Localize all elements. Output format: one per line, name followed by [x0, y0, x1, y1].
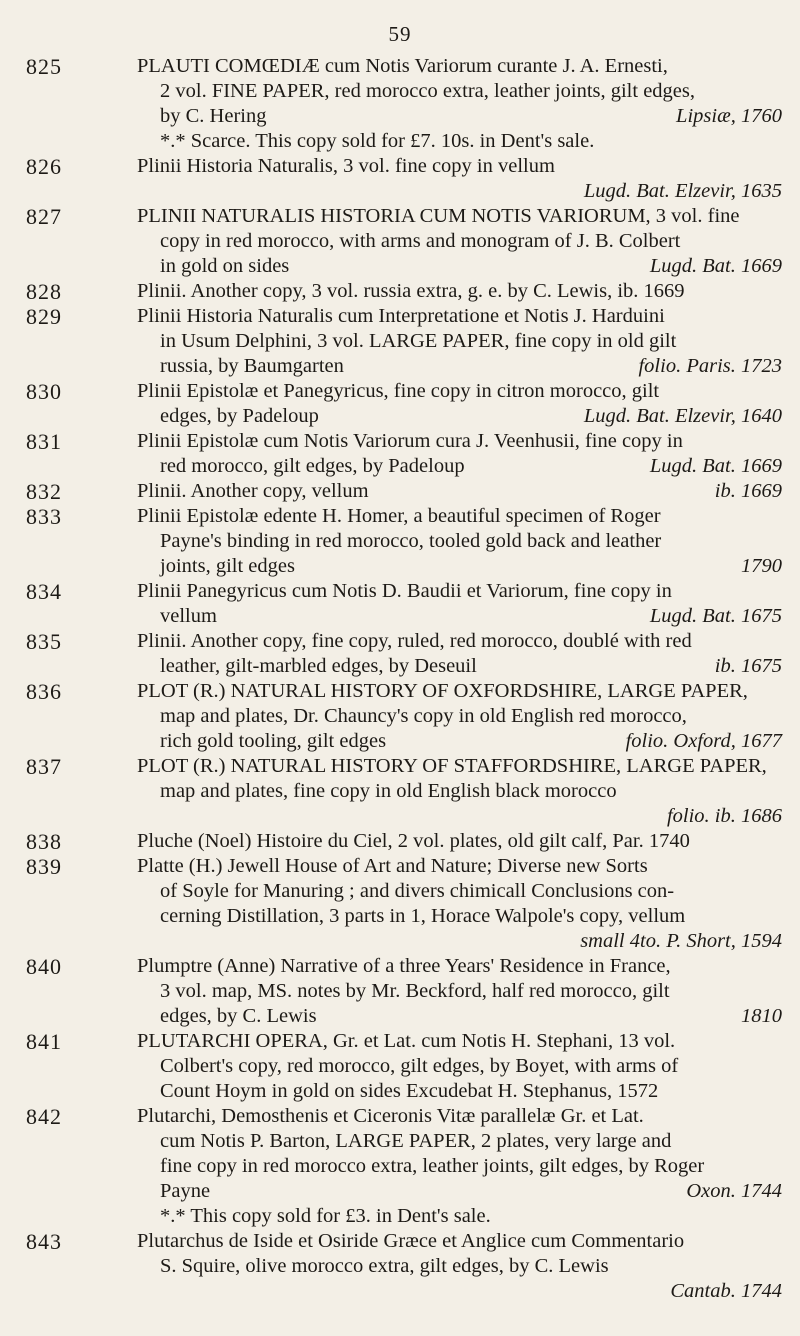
entry-line	[137, 529, 782, 554]
entry-line	[137, 1229, 782, 1254]
entry-text: Plinii. Another copy, fine copy, ruled, red morocco, doublé with red	[137, 630, 692, 652]
entry-line	[137, 454, 782, 479]
catalogue-entry	[0, 579, 800, 629]
entry-line	[137, 929, 782, 954]
imprint-text: Oxon. 1744	[686, 1180, 782, 1202]
lot-number: 826	[26, 154, 62, 179]
lot-number: 841	[26, 1029, 62, 1054]
entry-line	[137, 654, 782, 679]
entry-text: Plinii Epistolæ edente H. Homer, a beautiful specimen of Roger	[137, 505, 661, 527]
catalogue-entry	[0, 379, 800, 429]
entry-line	[137, 404, 782, 429]
entry-description	[137, 504, 782, 579]
imprint-text: small 4to. P. Short, 1594	[580, 930, 782, 952]
entry-text: *.* Scarce. This copy sold for £7. 10s. in Dent's sale.	[160, 130, 595, 152]
entry-line	[137, 954, 782, 979]
entry-text: Count Hoym in gold on sides Excudebat H. Stephanus, 1572	[160, 1080, 659, 1102]
entry-line	[137, 1029, 782, 1054]
entry-description	[137, 379, 782, 429]
catalogue-entry	[0, 304, 800, 379]
entry-text: vellum	[160, 605, 217, 627]
lot-number: 839	[26, 854, 62, 879]
entry-description	[137, 1104, 782, 1229]
entry-text: Plinii. Another copy, vellum	[137, 480, 369, 502]
imprint-text: Lugd. Bat. 1675	[649, 605, 782, 627]
entry-line	[137, 754, 782, 779]
entry-text: *.* This copy sold for £3. in Dent's sale.	[160, 1205, 491, 1227]
entry-text: joints, gilt edges	[160, 555, 295, 577]
entry-line	[137, 604, 782, 629]
entry-text: Colbert's copy, red morocco, gilt edges, by Boyet, with arms of	[160, 1055, 679, 1077]
entry-description	[137, 1029, 782, 1104]
catalogue-entry	[0, 279, 800, 304]
catalogue-entry	[0, 479, 800, 504]
lot-number: 829	[26, 304, 62, 329]
page-number: 59	[388, 22, 412, 46]
imprint-text: ib. 1675	[714, 655, 782, 677]
imprint-text: 1810	[741, 1005, 782, 1027]
entry-line	[137, 254, 782, 279]
catalogue-entry	[0, 629, 800, 679]
entry-line	[137, 1254, 782, 1279]
lot-number: 827	[26, 204, 62, 229]
lot-number: 834	[26, 579, 62, 604]
imprint-text: Lugd. Bat. 1669	[649, 255, 782, 277]
entry-description	[137, 304, 782, 379]
entry-line	[137, 879, 782, 904]
lot-number: 830	[26, 379, 62, 404]
entry-line	[137, 204, 782, 229]
entry-text: rich gold tooling, gilt edges	[160, 730, 387, 752]
imprint-text: Lugd. Bat. 1669	[649, 455, 782, 477]
entry-line	[137, 729, 782, 754]
entry-text: Plutarchi, Demosthenis et Ciceronis Vitæ parallelæ Gr. et Lat.	[137, 1105, 644, 1127]
entry-text: S. Squire, olive morocco extra, gilt edges, by C. Lewis	[160, 1255, 609, 1277]
lot-number: 835	[26, 629, 62, 654]
entry-text: 2 vol. FINE PAPER, red morocco extra, leather joints, gilt edges,	[160, 80, 696, 102]
entry-text: PLAUTI COMŒDIÆ cum Notis Variorum curante J. A. Ernesti,	[137, 55, 668, 77]
entry-line	[137, 854, 782, 879]
catalogue-entry	[0, 754, 800, 829]
lot-number: 840	[26, 954, 62, 979]
entry-line	[137, 704, 782, 729]
entry-line	[137, 129, 782, 154]
entry-line	[137, 554, 782, 579]
entry-text: PLINII NATURALIS HISTORIA CUM NOTIS VARIORUM, 3 vol. fine	[137, 205, 740, 227]
entry-line	[137, 154, 782, 179]
entry-line	[137, 1004, 782, 1029]
entry-text: cum Notis P. Barton, LARGE PAPER, 2 plates, very large and	[160, 1130, 672, 1152]
entry-line	[137, 179, 782, 204]
entry-description	[137, 479, 782, 504]
imprint-text: folio. ib. 1686	[666, 805, 782, 827]
entry-text: PLOT (R.) NATURAL HISTORY OF STAFFORDSHIRE, LARGE PAPER,	[137, 755, 767, 777]
entry-line	[137, 629, 782, 654]
entry-description	[137, 154, 782, 204]
lot-number: 842	[26, 1104, 62, 1129]
entry-text: Plumptre (Anne) Narrative of a three Years' Residence in France,	[137, 955, 671, 977]
imprint-text: 1790	[741, 555, 782, 577]
lot-number: 838	[26, 829, 62, 854]
entry-text: map and plates, fine copy in old English black morocco	[160, 780, 617, 802]
catalogue-entry	[0, 1229, 800, 1304]
entry-text: map and plates, Dr. Chauncy's copy in old English red morocco,	[160, 705, 687, 727]
catalogue-entry	[0, 854, 800, 954]
entry-description	[137, 579, 782, 629]
entry-description	[137, 854, 782, 954]
entry-text: Plinii Epistolæ et Panegyricus, fine copy in citron morocco, gilt	[137, 380, 660, 402]
entry-line	[137, 779, 782, 804]
entry-text: by C. Hering	[160, 105, 267, 127]
lot-number: 832	[26, 479, 62, 504]
imprint-text: Lugd. Bat. Elzevir, 1640	[583, 405, 782, 427]
entry-description	[137, 954, 782, 1029]
entry-text: Payne	[160, 1180, 211, 1202]
lot-number: 833	[26, 504, 62, 529]
catalogue-entries	[0, 54, 800, 1304]
entry-text: edges, by C. Lewis	[160, 1005, 317, 1027]
imprint-text: folio. Paris. 1723	[638, 355, 782, 377]
entry-text: Payne's binding in red morocco, tooled gold back and leather	[160, 530, 662, 552]
entry-line	[137, 329, 782, 354]
entry-description	[137, 54, 782, 154]
entry-description	[137, 204, 782, 279]
entry-text: Plinii. Another copy, 3 vol. russia extra, g. e. by C. Lewis, ib. 1669	[137, 280, 685, 302]
catalogue-entry	[0, 829, 800, 854]
entry-line	[137, 229, 782, 254]
entry-line	[137, 1279, 782, 1304]
entry-line	[137, 804, 782, 829]
catalogue-entry	[0, 1104, 800, 1229]
entry-line	[137, 1129, 782, 1154]
imprint-text: Cantab. 1744	[670, 1280, 782, 1302]
entry-line	[137, 904, 782, 929]
catalogue-entry	[0, 154, 800, 204]
entry-text: edges, by Padeloup	[160, 405, 319, 427]
entry-text: copy in red morocco, with arms and monogram of J. B. Colbert	[160, 230, 681, 252]
entry-line	[137, 679, 782, 704]
entry-text: leather, gilt-marbled edges, by Deseuil	[160, 655, 477, 677]
entry-line	[137, 54, 782, 79]
entry-line	[137, 429, 782, 454]
entry-line	[137, 279, 782, 304]
lot-number: 837	[26, 754, 62, 779]
entry-line	[137, 354, 782, 379]
entry-text: Plinii Historia Naturalis, 3 vol. fine copy in vellum	[137, 155, 555, 177]
entry-line	[137, 1154, 782, 1179]
entry-description	[137, 1229, 782, 1304]
entry-line	[137, 1179, 782, 1204]
catalogue-entry	[0, 504, 800, 579]
entry-text: in Usum Delphini, 3 vol. LARGE PAPER, fine copy in old gilt	[160, 330, 677, 352]
entry-text: of Soyle for Manuring ; and divers chimicall Conclusions con-	[160, 880, 675, 902]
catalogue-entry	[0, 204, 800, 279]
entry-text: red morocco, gilt edges, by Padeloup	[160, 455, 465, 477]
entry-description	[137, 629, 782, 679]
entry-line	[137, 1204, 782, 1229]
catalogue-entry	[0, 54, 800, 154]
entry-line	[137, 1054, 782, 1079]
entry-line	[137, 1104, 782, 1129]
catalogue-entry	[0, 429, 800, 479]
lot-number: 843	[26, 1229, 62, 1254]
entry-description	[137, 679, 782, 754]
entry-description	[137, 429, 782, 479]
entry-text: in gold on sides	[160, 255, 290, 277]
entry-text: PLUTARCHI OPERA, Gr. et Lat. cum Notis H. Stephani, 13 vol.	[137, 1030, 676, 1052]
entry-text: fine copy in red morocco extra, leather joints, gilt edges, by Roger	[160, 1155, 705, 1177]
entry-line	[137, 304, 782, 329]
imprint-text: Lugd. Bat. Elzevir, 1635	[583, 180, 782, 202]
entry-description	[137, 279, 782, 304]
entry-text: Pluche (Noel) Histoire du Ciel, 2 vol. plates, old gilt calf, Par. 1740	[137, 830, 690, 852]
entry-line	[137, 379, 782, 404]
entry-line	[137, 579, 782, 604]
catalogue-entry	[0, 679, 800, 754]
lot-number: 836	[26, 679, 62, 704]
entry-text: Plutarchus de Iside et Osiride Græce et Anglice cum Commentario	[137, 1230, 685, 1252]
entry-text: PLOT (R.) NATURAL HISTORY OF OXFORDSHIRE, LARGE PAPER,	[137, 680, 748, 702]
entry-line	[137, 504, 782, 529]
lot-number: 828	[26, 279, 62, 304]
imprint-text: ib. 1669	[714, 480, 782, 502]
entry-text: Plinii Historia Naturalis cum Interpretatione et Notis J. Harduini	[137, 305, 665, 327]
entry-text: 3 vol. map, MS. notes by Mr. Beckford, half red morocco, gilt	[160, 980, 670, 1002]
imprint-text: folio. Oxford, 1677	[625, 730, 782, 752]
entry-line	[137, 479, 782, 504]
entry-text: Plinii Epistolæ cum Notis Variorum cura J. Veenhusii, fine copy in	[137, 430, 683, 452]
entry-line	[137, 1079, 782, 1104]
entry-text: russia, by Baumgarten	[160, 355, 344, 377]
catalogue-entry	[0, 954, 800, 1029]
imprint-text: Lipsiæ, 1760	[676, 105, 782, 127]
entry-line	[137, 79, 782, 104]
entry-text: cerning Distillation, 3 parts in 1, Horace Walpole's copy, vellum	[160, 905, 686, 927]
entry-text: Plinii Panegyricus cum Notis D. Baudii et Variorum, fine copy in	[137, 580, 672, 602]
catalogue-entry	[0, 1029, 800, 1104]
lot-number: 825	[26, 54, 62, 79]
entry-text: Platte (H.) Jewell House of Art and Nature; Diverse new Sorts	[137, 855, 648, 877]
entry-description	[137, 829, 782, 854]
entry-description	[137, 754, 782, 829]
entry-line	[137, 104, 782, 129]
entry-line	[137, 979, 782, 1004]
lot-number: 831	[26, 429, 62, 454]
entry-line	[137, 829, 782, 854]
